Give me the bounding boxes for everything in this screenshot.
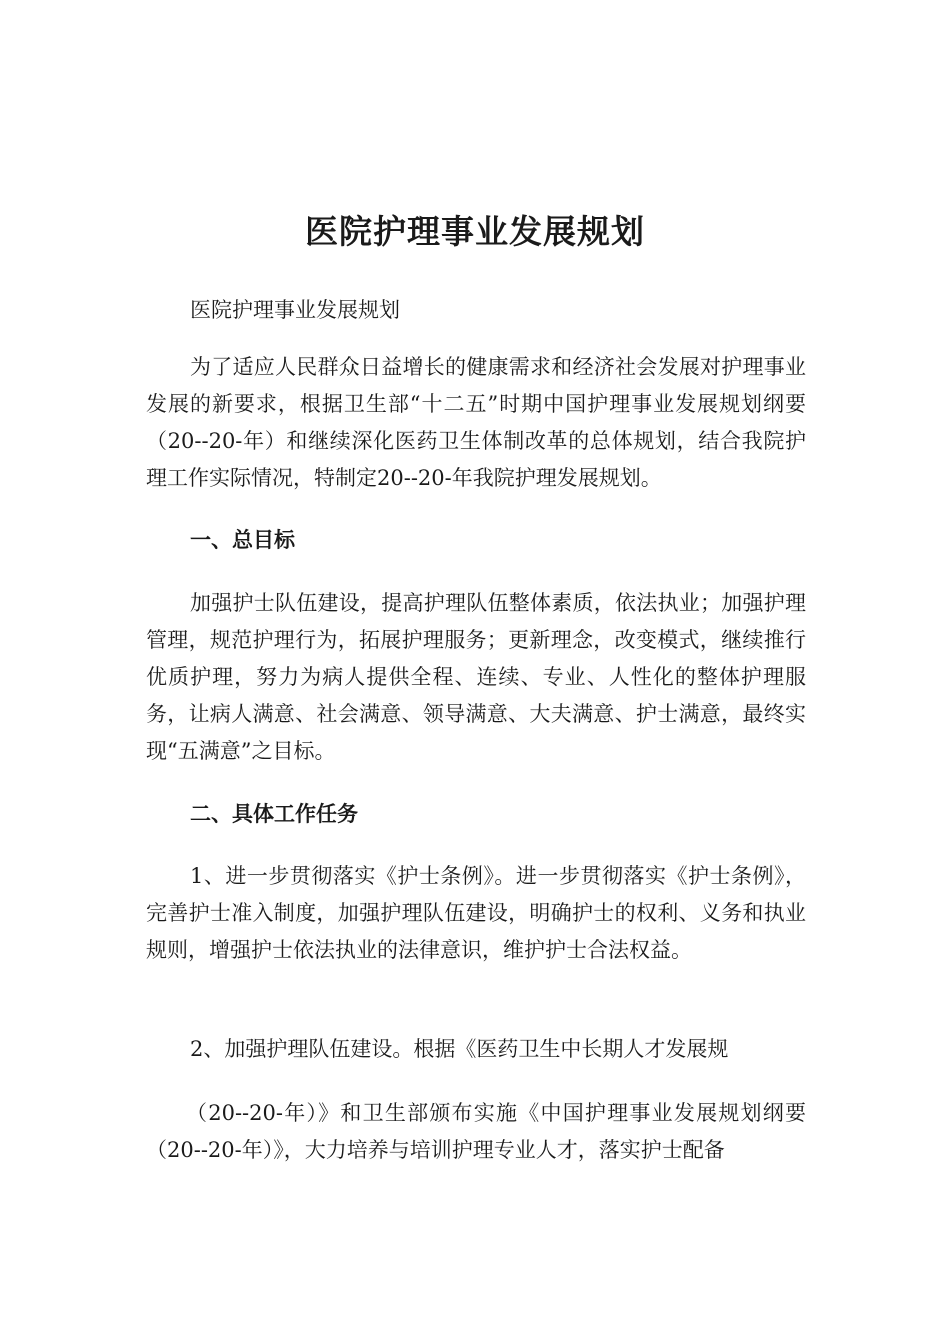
task-item-1: 1、进一步贯彻落实《护士条例》。进一步贯彻落实《护士条例》，完善护士准入制度，加强护理队伍建设，明确护士的权利、义务和执业规则，增强护士依法执业的法律意识，维护护士合法权益。: [146, 864, 806, 962]
section-heading-tasks: 二、具体工作任务: [190, 802, 358, 826]
document-subtitle: 医院护理事业发展规划: [190, 298, 400, 322]
goal-paragraph: 加强护士队伍建设，提高护理队伍整体素质，依法执业；加强护理管理，规范护理行为，拓展护理服务；更新理念，改变模式，继续推行优质护理，努力为病人提供全程、连续、专业、人性化的整体护理服务，让病人满意、社会满意、领导满意、大夫满意、护士满意，最终实现“五满意”之目标。: [146, 591, 806, 763]
intro-paragraph: 为了适应人民群众日益增长的健康需求和经济社会发展对护理事业发展的新要求，根据卫生部“十二五”时期中国护理事业发展规划纲要（20--20-年）和继续深化医药卫生体制改革的总体规划，结合我院护理工作实际情况，特制定20--20-年我院护理发展规划。: [146, 355, 806, 490]
document-title: 医院护理事业发展规划: [305, 212, 645, 251]
task-item-2: 2、加强护理队伍建设。根据《医药卫生中长期人才发展规: [190, 1037, 729, 1061]
section-heading-goal: 一、总目标: [190, 528, 295, 552]
task-item-2-continued: （20--20-年）》和卫生部颁布实施《中国护理事业发展规划纲要（20--20-年）》，大力培养与培训护理专业人才，落实护士配备: [146, 1101, 806, 1162]
